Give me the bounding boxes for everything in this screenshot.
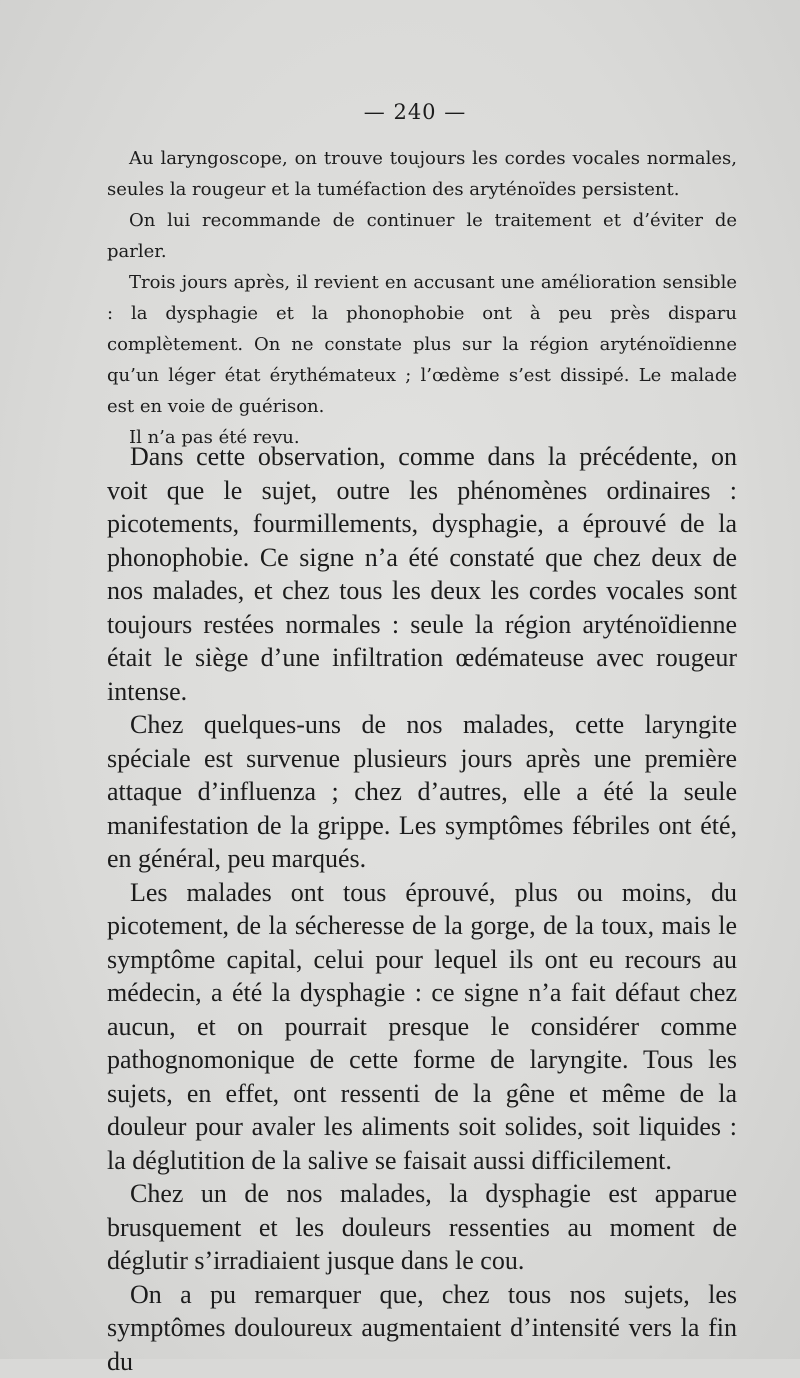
note-paragraph: On lui recommande de continuer le traitement et d’éviter de parler.	[107, 205, 737, 267]
note-paragraph: Trois jours après, il revient en accusant une amélioration sensible : la dysphagie et la phonophobie ont à peu près disparu complètement. On ne constate plus sur la région aryténoïdienne qu’un léger état érythémateux ; l’œdème s’est dissipé. Le malade est en voie de guérison.	[107, 267, 737, 422]
note-paragraph: Au laryngoscope, on trouve toujours les cordes vocales normales, seules la rougeur et la tuméfaction des aryténoïdes persistent.	[107, 143, 737, 205]
main-text	[107, 440, 737, 1378]
body-paragraph: Dans cette observation, comme dans la précédente, on voit que le sujet, outre les phénomènes ordinaires : picotements, fourmillements, dysphagie, a éprouvé de la phonophobie. Ce signe n’a été constaté que chez deux de nos malades, et chez tous les deux les cordes vocales sont toujours restées normales : seule la région aryténoïdienne était le siège d’une infiltration œdémateuse avec rougeur intense.	[107, 440, 737, 708]
body-paragraph: Chez quelques-uns de nos malades, cette laryngite spéciale est survenue plusieurs jours après une première attaque d’influenza ; chez d’autres, elle a été la seule manifestation de la grippe. Les symptômes fébriles ont été, en général, peu marqués.	[107, 708, 737, 876]
body-paragraph: On a pu remarquer que, chez tous nos sujets, les symptômes douloureux augmentaient d’intensité vers la fin du	[107, 1278, 737, 1378]
page-number: — 240 —	[0, 100, 800, 124]
body-paragraph: Les malades ont tous éprouvé, plus ou moins, du picotement, de la sécheresse de la gorge, de la toux, mais le symptôme capital, celui pour lequel ils ont eu recours au médecin, a été la dysphagie : ce signe n’a fait défaut chez aucun, et on pourrait presque le considérer comme pathognomonique de cette forme de laryngite. Tous les sujets, en effet, ont ressenti de la gêne et même de la douleur pour avaler les aliments soit solides, soit liquides : la déglutition de la salive se faisait aussi difficilement.	[107, 876, 737, 1178]
body-paragraph: Chez un de nos malades, la dysphagie est apparue brusquement et les douleurs ressenties au moment de déglutir s’irradiaient jusque dans le cou.	[107, 1177, 737, 1278]
observation-note	[107, 143, 737, 453]
note-paragraph: Il n’a pas été revu.	[107, 422, 737, 453]
